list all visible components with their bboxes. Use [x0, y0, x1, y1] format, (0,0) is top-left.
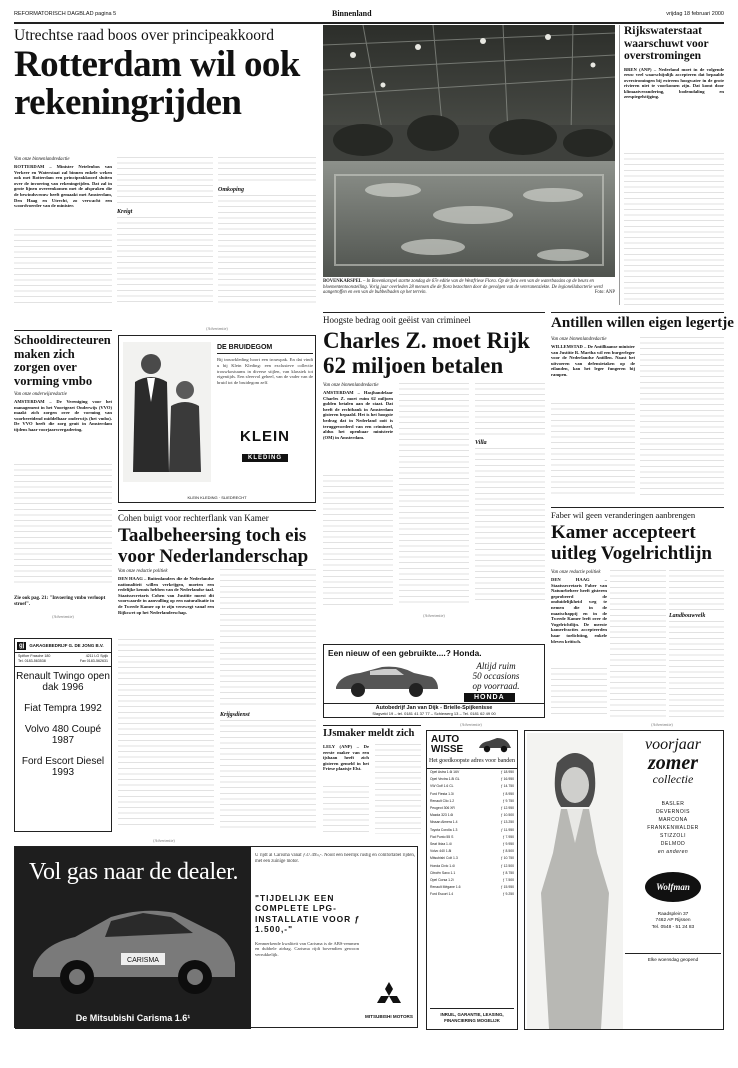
ad-label: (Advertentie) [460, 722, 482, 727]
listing-model: Volvo 440 1.8i [430, 849, 452, 854]
article-lede: AMSTERDAM – Hasjhandelaar Charles Z. moet ruim 62 miljoen gulden betalen aan de staat. Dat heeft de rechtbank in Amsterdam gisteren bepaald. Het is het hoogste bedrag dat in Nederland ooit is teruggevorderd van een crimineel, aldus het openbaar ministerie (OM) in Amsterdam. [323, 390, 393, 440]
masthead-section: Binnenland [332, 9, 372, 18]
subhead-landbouwvelk: Landbouwvelk [669, 613, 706, 619]
listing-model: Citroën Saxo 1.1 [430, 870, 456, 875]
listing-price: ƒ 12.950 [500, 806, 514, 811]
article-kicker[interactable]: Faber wil geen veranderingen aanbrengen [551, 510, 696, 520]
listing-price: ƒ 7.950 [502, 834, 514, 839]
zomer-city: 7462 AP Rijssen [655, 918, 691, 924]
ad-label: (Advertentie) [206, 326, 228, 331]
garage-logo: gj [19, 642, 25, 649]
mitsubishi-body: Kenmerkende kwaliteit van Carisma is de ABS-remmen en dubbele airbag. Carisma rijdt bovendien gewoon verrukkelijk. [255, 940, 359, 957]
zomer-brand: MARCONA [658, 817, 688, 823]
article-kicker[interactable]: Utrechtse raad boos over principeakkoord [14, 27, 274, 44]
mitsubishi-diamonds-icon [374, 982, 404, 1010]
garage-car: Volvo 480 Coupé 1987 [24, 724, 102, 746]
klein-logo: KLEIN [240, 428, 290, 445]
honda-offer-stock: op voorraad. [472, 681, 520, 691]
caption-place: BOVENKARSPEL [323, 279, 362, 284]
subhead-krijgsdienst: Krijgsdienst [220, 712, 250, 718]
honda-logo: HONDA [464, 693, 515, 702]
article-lede: WILLEMSTAD – De Antilliaanse minister van Justitie R. Martha wil een burgerleger voor de Nederlandse Antillen. Naast het uitvoeren van defensietaken op de eilanden, kan het leger fungeren bij rampen. [551, 344, 635, 377]
zomer-title-line2: zomer [648, 752, 698, 774]
ad-mitsubishi[interactable] [14, 846, 418, 1028]
zomer-footer: Elke woensdag geopend [625, 953, 721, 962]
listing-model: Opel Corsa 1.2i [430, 878, 454, 883]
honda-dealer: Autobedrijf Jan van Dijk - Brielle-Spijkenisse [375, 705, 493, 711]
zomer-title [625, 737, 721, 786]
article-ijsmaker [323, 728, 421, 836]
article-byline: Van onze onderwijsredactie [14, 392, 67, 397]
ad-garage[interactable] [14, 638, 112, 832]
article-byline: Van onze redactie politiek [118, 569, 168, 574]
zomer-brand: STIZZOLI [660, 833, 686, 839]
wolfman-logo [645, 872, 701, 902]
wisse-footer: INRUIL, GARANTIE, LEASING, FINANCIERING MOGELIJK [430, 1008, 514, 1023]
garage-fax: Fax 0183-562631 [79, 659, 108, 663]
mitsubishi-intro: U rijdt al Carisma vanaf ƒ37.495,-. Nooit een heerlijk rustig en comfortabel rijden, met een zuinige motor. [255, 853, 415, 864]
wisse-car-icon [477, 736, 513, 754]
caption-text: – In Bovenkarspel startte zondag de 67e editie van de Westfriese Flora. Op de fora een van de waterbassins op de beurs en bloemententoonstelling. Vorig jaar overleden 28 mensen die de flora bezochten door de gevolgen van de veteranenziekte. De legionellabacterie werd aangetroffen en een van de bubbelbaden op het terrein. [323, 279, 603, 296]
ad-title: DE BRUIDEGOM [217, 344, 313, 354]
ad-honda[interactable] [323, 644, 545, 718]
klein-logo-sub: KLEDING [242, 454, 288, 462]
garage-phone: Tel. 0183-563538 [18, 659, 46, 663]
zomer-title-line1: voorjaar [645, 736, 701, 753]
wolfman-logo-text: Wolfman [656, 882, 690, 892]
listing-model: Peugeot 306 XR [430, 806, 455, 811]
article-kicker[interactable]: Cohen buigt voor rechterflank van Kamer [118, 513, 269, 523]
ad-zomer[interactable] [524, 730, 724, 1030]
article-headline[interactable]: IJsmaker meldt zich [323, 728, 415, 739]
garage-city: 4211 LG Spijk [85, 654, 108, 658]
article-headline[interactable]: Charles Z. moet Rijk 62 miljoen betalen [323, 328, 530, 378]
garage-car: Fiat Tempra 1992 [24, 703, 102, 714]
zomer-brand: BASLER [661, 801, 685, 807]
listing-price: ƒ 14.750 [500, 784, 514, 789]
listing-model: Opel Astra 1.6i 16V [430, 770, 460, 774]
mitsubishi-caption: De Mitsubishi Carisma 1.6¹ [75, 1013, 191, 1023]
article-charles [323, 315, 545, 641]
garage-name: GARAGEBEDRIJF G. DE JONG B.V. [29, 643, 104, 648]
article-byline: Van onze redactie politiek [551, 570, 601, 575]
listing-price: ƒ 18.950 [500, 770, 514, 774]
ad-text: Bij trouwkleding hoort een trouwpak. En dat vindt u bij Klein Kleding: een exclusieve collectie trouwkostuums in diverse stijlen, van klassiek tot eigentijds. Een sfeervol geheel, van de vader van de bruid tot de bruidegom zelf. [217, 357, 313, 386]
article-lede: DEN HAAG – Buitenlanders die de Nederlandse nationaliteit willen verkrijgen, moeten een redelijke kennis hebben van de Nederlandse taal. Staatssecretaris Cohen van Justitie moest dit voorwaarde in aanvulling op een naturalisatie in de Tweede Kamer op te zijn verzwegt vanaf een Rijkswet op het Nederlanderschap. [118, 576, 214, 615]
honda-offer-count: 50 occasions [472, 671, 520, 681]
listing-model: Ford Fiesta 1.3i [430, 791, 454, 796]
article-schooldirecteuren [14, 334, 112, 624]
photo-flora [323, 25, 615, 296]
honda-headline: Een nieuw of een gebruikte....? Honda. [328, 648, 482, 658]
article-byline: Van onze binnenlandredactie [323, 383, 379, 388]
listing-model: Toyota Corolla 1.3 [430, 827, 458, 832]
ad-label: (Advertentie) [651, 722, 673, 727]
article-byline: Van onze binnenlandredactie [14, 157, 70, 162]
article-rotterdam [14, 25, 316, 309]
listing-model: Renault Clio 1.2 [430, 798, 455, 803]
zomer-brand-list [625, 800, 721, 856]
listing-model: Renault Mégane 1.6 [430, 885, 461, 890]
subhead-villa: Villa [475, 440, 487, 446]
zomer-address: Raadsplein 37 [657, 912, 689, 917]
mitsubishi-logo [365, 982, 413, 1019]
garage-car-list [15, 667, 111, 778]
listing-model: VW Golf 1.6 CL [430, 784, 454, 789]
listing-price: ƒ 13.250 [500, 820, 514, 825]
article-lede: AMSTERDAM – De Vereniging voor het management in het Voortgezet Onderwijs (VVO) maakt zich zorgen over de vorming van voorbereidend middelbaar onderwijs (het vmbo). De VVO heeft die zorg geuit in Amsterdam tijdens haar voorjaarsvergadering. [14, 399, 112, 432]
subhead-omkoping: Omkoping [218, 187, 245, 193]
article-rijkswaterstaat [624, 25, 724, 307]
listing-model: Opel Vectra 1.8i GL [430, 777, 460, 782]
zomer-brand: FRANKENWALDER [647, 825, 699, 831]
model-photo [527, 733, 623, 1029]
listing-price: ƒ 10.500 [500, 813, 514, 818]
listing-model: Nissan Almera 1.4 [430, 820, 458, 825]
article-continuation[interactable]: Zie ook pag. 21: "Invoering vmbo verloopt stroef". [14, 596, 106, 607]
article-byline: Van onze binnenlandredactie [551, 337, 607, 342]
masthead-date: vrijdag 18 februari 2000 [666, 11, 724, 17]
garage-address: Spiflorr Frasche 180 [18, 654, 51, 658]
article-headline[interactable]: Kamer accepteert uitleg Vogelrichtlijn [551, 522, 712, 564]
zomer-title-line3: collectie [652, 772, 694, 786]
article-faber [551, 510, 724, 720]
ad-footer: KLEIN KLEDING · SLIEDRECHT [187, 495, 247, 500]
article-lede: BREN (ANP) – Nederland moet in de volgende eeuw veel waarschijnlijk accepteren dat bepaalde overstromingen bij extreem hoogwater in de grote rivieren niet te voorkomen zijn. Dat komt door klimaatverandering, bodemdaling en zeespiegelstijging. [624, 66, 724, 100]
ad-autowisse[interactable] [426, 730, 518, 1030]
garage-car: Renault Twingo open dak 1996 [16, 671, 110, 693]
zomer-brand: DEVERNOIS [656, 809, 690, 815]
article-lede: DEN HAAG – Staatssecretaris Faber van Natuurbeheer heeft gisteren geprobeerd de onduidelijkheid weg te nemen die in de maatschappij en in de Tweede Kamer leeft over de Vogelrichtlijn. De meeste kamerfracties accepteerden haar toelichting, enkele bleven kritisch. [551, 577, 607, 644]
article-headline[interactable]: Schooldirecteuren maken zich zorgen over vorming vmbo [14, 333, 111, 388]
listing-price: ƒ 15.950 [500, 885, 514, 890]
article-headline[interactable]: Rotterdam wil ook rekeningrijden [14, 44, 300, 123]
listing-price: ƒ 10.750 [500, 856, 514, 861]
honda-car-image [330, 661, 442, 699]
wisse-subtitle: Het goedkoopste adres voor banden [429, 758, 515, 764]
article-antillen [551, 315, 734, 497]
listing-price: ƒ 16.950 [500, 777, 514, 782]
listing-price: ƒ 8.950 [502, 791, 514, 796]
listing-price: ƒ 9.750 [502, 798, 514, 803]
honda-address: Slagveld 19 – tel. 0181 41 37 77 – Schiewerg 13 – Tel. 0181 62 49 00 [372, 711, 496, 716]
zomer-brand-note: en anderen [657, 849, 689, 855]
groom-photo [123, 342, 211, 482]
listing-model: Honda Civic 1.4i [430, 863, 455, 868]
wisse-logo: AUTO WISSE [431, 734, 464, 755]
listing-price: ƒ 12.500 [500, 863, 514, 868]
carisma-plate: CARISMA [127, 957, 159, 964]
zomer-phone: Tel. 0548 - 51 24 83 [651, 924, 695, 930]
masthead-rule [14, 22, 724, 24]
listing-price: ƒ 8.750 [502, 870, 514, 875]
mitsubishi-headline: Vol gas naar de dealer. [29, 859, 239, 885]
listing-model: Fiat Punto 55 S [430, 834, 454, 839]
mitsubishi-callout: "TIJDELIJK EEN COMPLETE LPG-INSTALLATIE VOOR ƒ 1.500,-" [255, 893, 361, 935]
masthead [14, 10, 724, 20]
zomer-brand: DELMOD [660, 841, 686, 847]
listing-model: Seat Ibiza 1.4i [430, 842, 452, 847]
ad-label: (Advertentie) [52, 614, 74, 619]
article-headline[interactable]: Antillen willen eigen legertje [551, 315, 734, 331]
flora-photo-image [323, 25, 615, 277]
masthead-paper: REFORMATORISCH DAGBLAD pagina 5 [14, 11, 117, 17]
article-headline[interactable]: Taalbeheersing toch eis voor Nederlanderschap [118, 525, 309, 567]
subhead-kreigt: Kreigt [117, 209, 133, 215]
ad-label: (Advertentie) [153, 838, 175, 843]
listing-model: Mitsubishi Colt 1.3 [430, 856, 458, 861]
listing-price: ƒ 8.500 [502, 849, 514, 854]
listing-price: ƒ 11.950 [501, 827, 514, 832]
article-headline[interactable]: Rijkswaterstaat waarschuwt voor overstromingen [624, 25, 709, 62]
mitsubishi-car-image [25, 891, 243, 1003]
article-lede: LELY (ANP) – De eerste maker van een ijsbaan heeft zich gisteren gemeld in het Friese plaatsje Elst. [323, 744, 369, 772]
ad-bruidegom[interactable] [118, 335, 316, 503]
honda-offer: Altijd ruim [476, 661, 516, 671]
mitsubishi-brand: MITSUBISHI MOTORS [365, 1013, 413, 1019]
caption-credit: Foto: ANP [594, 290, 615, 296]
ad-label: (Advertentie) [423, 613, 445, 618]
listing-model: Mazda 323 1.6i [430, 813, 454, 818]
article-cohen [118, 513, 316, 831]
listing-price: ƒ 9.950 [502, 842, 514, 847]
wisse-listings [427, 768, 517, 899]
listing-model: Ford Escort 1.4 [430, 892, 454, 897]
garage-car: Ford Escort Diesel 1993 [21, 756, 105, 778]
listing-price: ƒ 7.500 [502, 878, 514, 883]
article-kicker[interactable]: Hoogste bedrag ooit geëist van crimineel [323, 315, 471, 325]
article-lede: ROTTERDAM – Minister Netelenbos van Verkeer en Waterstaat zal binnen enkele weken ook met Rotterdam een principeakkoord sluiten over de invoering van rekeningrijden. Dat zal in grote lijnen overeenkomen met de afspraken die de bewindsvrouw heeft gemaakt met Amsterdam, Den Haag en Utrecht, zo verwacht een woordvoerder van de minister. [14, 164, 112, 209]
listing-price: ƒ 9.250 [502, 892, 514, 897]
